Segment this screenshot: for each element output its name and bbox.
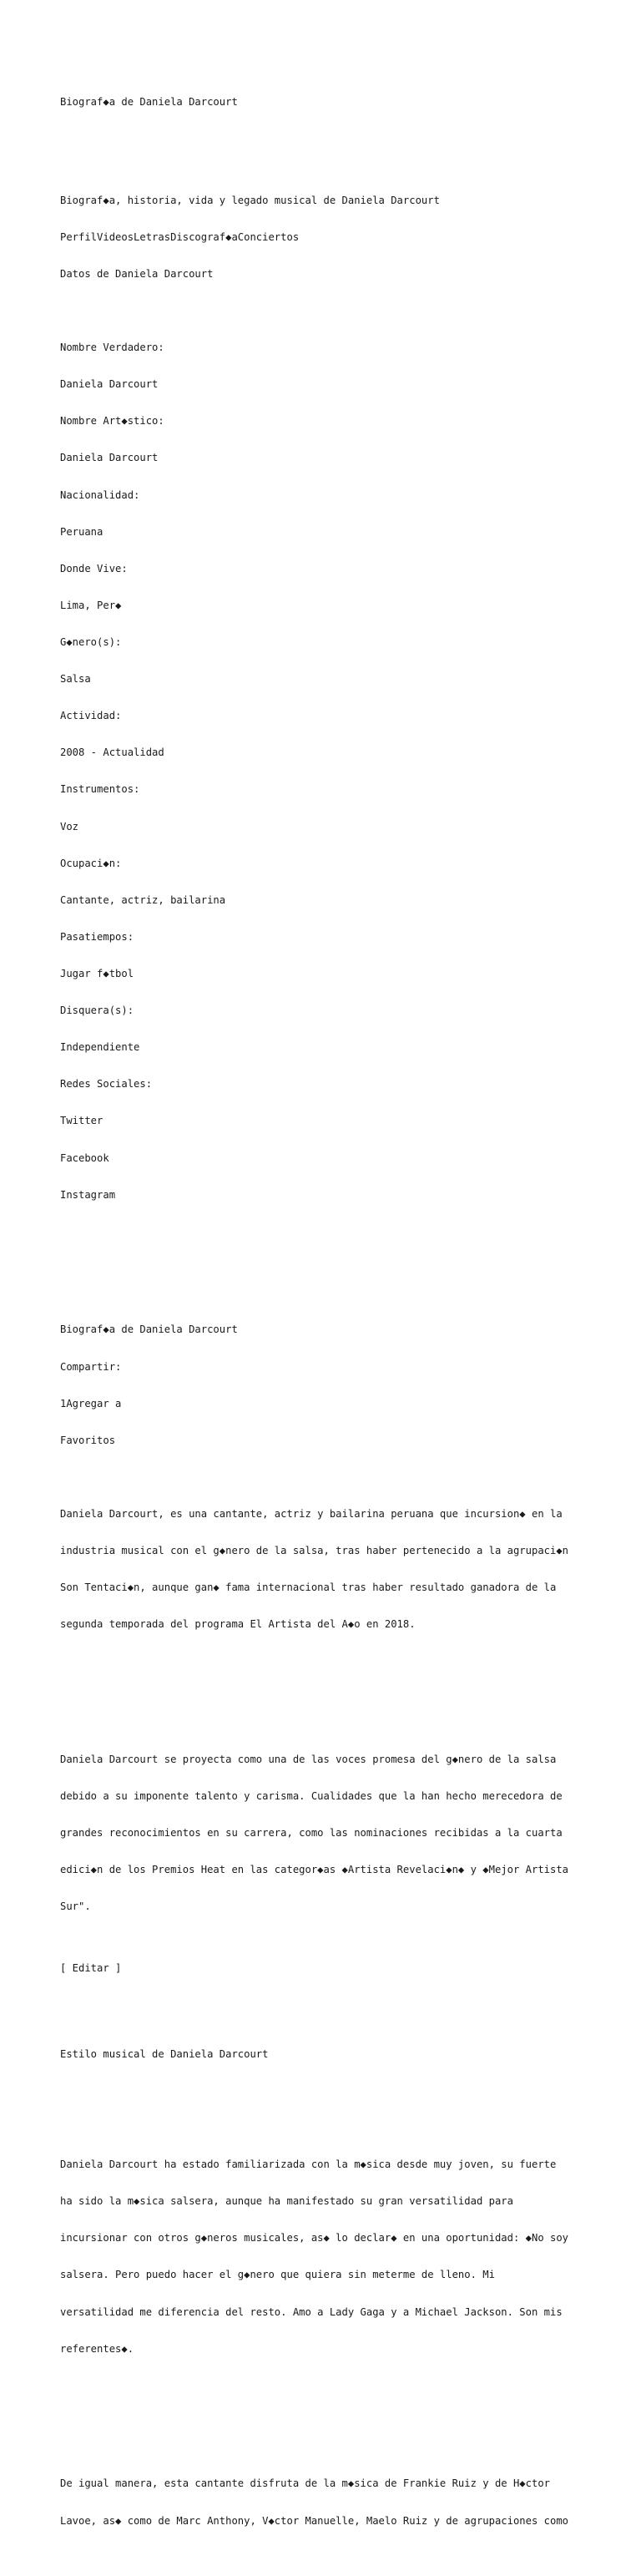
fact-value: Daniela Darcourt (60, 378, 159, 391)
paragraph-line: debido a su imponente talento y carisma. Cualidades que la han hecho merecedora de (60, 1790, 563, 1803)
fact-value: Daniela Darcourt (60, 452, 159, 464)
fact-label: Nombre Verdadero: (60, 342, 164, 354)
social-link-twitter[interactable]: Twitter (60, 1115, 103, 1127)
fact-value: Independiente (60, 1041, 140, 1054)
datos-heading: Datos de Daniela Darcourt (60, 267, 214, 280)
fact-value: Voz (60, 820, 79, 833)
style-paragraph-2 (60, 2453, 594, 2552)
edit-link[interactable]: [ Editar ] (60, 1961, 122, 1974)
paragraph-line: Lavoe, as◆ como de Marc Anthony, V◆ctor Manuelle, Maelo Ruiz y de agrupaciones como (60, 2514, 569, 2527)
style-paragraph-1 (60, 2134, 594, 2380)
spacer (60, 2085, 594, 2098)
fact-value: 2008 - Actualidad (60, 746, 164, 759)
document-page (60, 59, 594, 2576)
add-favorites-link-cont[interactable]: Favoritos (60, 1434, 116, 1446)
bio-paragraph-2 (60, 1729, 594, 1938)
fact-label: Redes Sociales: (60, 1078, 153, 1091)
paragraph-line: grandes reconocimientos en su carrera, como las nominaciones recibidas a la cuarta (60, 1827, 563, 1840)
paragraph-line: versatilidad me diferencia del resto. Amo a Lady Gaga y a Michael Jackson. Son mis (60, 2305, 563, 2318)
bio-heading: Biograf◆a de Daniela Darcourt (60, 1323, 238, 1336)
spacer (60, 1680, 594, 1693)
fact-value: Cantante, actriz, bailarina (60, 893, 226, 906)
fact-value: Jugar f◆tbol (60, 968, 134, 980)
social-link-facebook[interactable]: Facebook (60, 1151, 109, 1164)
nav-tabs[interactable]: PerfilVideosLetrasDiscograf◆aConciertos (60, 230, 300, 243)
add-favorites-link[interactable]: 1Agregar a (60, 1397, 122, 1409)
fact-label: Nacionalidad: (60, 488, 140, 501)
spacer (60, 133, 594, 157)
fact-label: Pasatiempos: (60, 930, 134, 943)
fact-label: Donde Vive: (60, 562, 128, 574)
style-heading: Estilo musical de Daniela Darcourt (60, 2047, 269, 2060)
fact-label: G◆nero(s): (60, 636, 122, 649)
paragraph-line: edici◆n de los Premios Heat en las categor◆as ◆Artista Revelaci◆n◆ y ◆Mejor Artista (60, 1864, 569, 1876)
paragraph-line: industria musical con el g◆nero de la salsa, tras haber pertenecido a la agrupaci◆n (60, 1545, 569, 1557)
share-label[interactable]: Compartir: (60, 1360, 122, 1373)
spacer (60, 1263, 594, 1287)
fact-value: Lima, Per◆ (60, 599, 122, 611)
paragraph-line: Son Tentaci◆n, aunque gan◆ fama internacional tras haber resultado ganadora de la (60, 1582, 557, 1594)
social-link-instagram[interactable]: Instagram (60, 1188, 116, 1201)
fact-label: Ocupaci◆n: (60, 857, 122, 869)
paragraph-line: salsera. Pero puedo hacer el g◆nero que quiera sin meterme de lleno. Mi (60, 2269, 495, 2281)
paragraph-line: De igual manera, esta cantante disfruta de la m◆sica de Frankie Ruiz y de H◆ctor (60, 2477, 550, 2490)
paragraph-line: incursionar con otros g◆neros musicales, as◆ lo declar◆ en una oportunidad: ◆No soy (60, 2232, 569, 2245)
facts-list (60, 317, 594, 1226)
spacer (60, 1999, 594, 2012)
paragraph-line: Daniela Darcourt se proyecta como una de las voces promesa del g◆nero de la salsa (60, 1753, 557, 1765)
paragraph-line: ha sido la m◆sica salsera, aunque ha manifestado su gran versatilidad para (60, 2195, 513, 2208)
bio-paragraph-1 (60, 1484, 594, 1656)
fact-label: Nombre Art◆stico: (60, 415, 164, 428)
fact-label: Disquera(s): (60, 1005, 134, 1017)
paragraph-line: Daniela Darcourt, es una cantante, actriz y bailarina peruana que incursion◆ en la (60, 1507, 563, 1520)
fact-label: Actividad: (60, 710, 122, 722)
paragraph-line: Sur". (60, 1900, 91, 1913)
paragraph-line: referentes◆. (60, 2342, 134, 2355)
paragraph-line: segunda temporada del programa El Artista del A◆o en 2018. (60, 1618, 416, 1631)
fact-label: Instrumentos: (60, 783, 140, 796)
spacer (60, 2404, 594, 2417)
paragraph-line: Daniela Darcourt ha estado familiarizada con la m◆sica desde muy joven, su fuerte (60, 2158, 557, 2171)
fact-value: Salsa (60, 673, 91, 686)
header-line: Biograf◆a, historia, vida y legado musical de Daniela Darcourt (60, 194, 440, 206)
fact-value: Peruana (60, 525, 103, 538)
document-title: Biograf◆a de Daniela Darcourt (60, 96, 238, 109)
